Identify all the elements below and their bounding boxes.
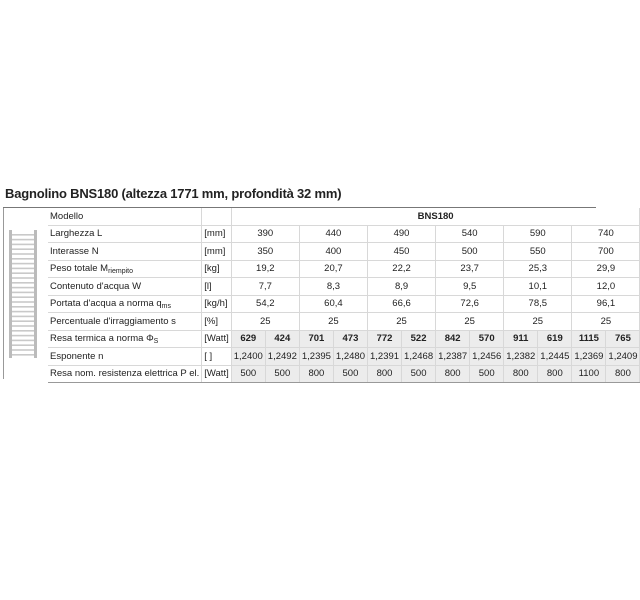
- row-label-text: Esponente n: [50, 350, 104, 362]
- row-label: [48, 330, 202, 348]
- value-cell: 700: [572, 243, 640, 261]
- unit-cell: [ ]: [202, 348, 231, 366]
- row-label: [48, 365, 202, 383]
- value-cell: 25,3: [504, 260, 572, 278]
- value-cell: 800: [504, 365, 538, 383]
- value-cell: 1,2391: [367, 348, 401, 366]
- spec-table: [48, 208, 640, 383]
- value-cell: 800: [367, 365, 401, 383]
- row-label-text: Percentuale d'irraggiamento s: [50, 315, 176, 327]
- unit-cell: [Watt]: [202, 365, 231, 383]
- value-cell: 450: [367, 243, 435, 261]
- value-cell: 1,2400: [231, 348, 265, 366]
- value-cell: 25: [299, 313, 367, 331]
- table-row: [48, 295, 640, 313]
- unit-cell: [mm]: [202, 225, 231, 243]
- value-cell: 9,5: [436, 278, 504, 296]
- value-cell: 500: [402, 365, 436, 383]
- value-cell: 66,6: [367, 295, 435, 313]
- value-cell: 1,2369: [572, 348, 606, 366]
- value-cell: 25: [231, 313, 299, 331]
- value-cell: 1100: [572, 365, 606, 383]
- value-cell: 440: [299, 225, 367, 243]
- value-cell: 78,5: [504, 295, 572, 313]
- row-label: [48, 243, 202, 261]
- value-cell: 20,7: [299, 260, 367, 278]
- value-cell: 1,2480: [333, 348, 367, 366]
- value-cell: 54,2: [231, 295, 299, 313]
- value-cell: 500: [436, 243, 504, 261]
- value-cell: 540: [436, 225, 504, 243]
- table-row: [48, 330, 640, 348]
- unit-cell: [mm]: [202, 243, 231, 261]
- value-cell: 1,2445: [538, 348, 572, 366]
- value-cell: 25: [436, 313, 504, 331]
- value-cell: 12,0: [572, 278, 640, 296]
- value-cell: 25: [572, 313, 640, 331]
- row-label-text: Contenuto d'acqua W: [50, 280, 142, 292]
- row-label: [48, 313, 202, 331]
- value-cell: 400: [299, 243, 367, 261]
- value-cell: 390: [231, 225, 299, 243]
- model-name: BNS180: [231, 208, 640, 225]
- value-cell: 590: [504, 225, 572, 243]
- spec-sheet: [3, 207, 638, 380]
- row-label-text: Interasse N: [50, 245, 99, 257]
- unit-cell: [Watt]: [202, 330, 231, 348]
- value-cell: 842: [436, 330, 470, 348]
- unit-cell: [kg/h]: [202, 295, 231, 313]
- value-cell: 350: [231, 243, 299, 261]
- value-cell: 701: [299, 330, 333, 348]
- value-cell: 500: [470, 365, 504, 383]
- row-label-text: Resa nom. resistenza elettrica P el.: [50, 368, 200, 380]
- radiator-thumbnail: [3, 208, 43, 380]
- value-cell: 911: [504, 330, 538, 348]
- value-cell: 19,2: [231, 260, 299, 278]
- row-label-text: Resa termica a norma Φ: [50, 332, 154, 344]
- page-title: Bagnolino BNS180 (altezza 1771 mm, profondità 32 mm): [5, 186, 342, 201]
- row-label: [48, 295, 202, 313]
- value-cell: 765: [606, 330, 640, 348]
- value-cell: 800: [606, 365, 640, 383]
- row-label-subscript: riempito: [108, 267, 133, 275]
- value-cell: 1,2409: [606, 348, 640, 366]
- unit-cell: [202, 208, 231, 225]
- row-label: [48, 225, 202, 243]
- value-cell: 800: [299, 365, 333, 383]
- table-row: [48, 260, 640, 278]
- value-cell: 8,9: [367, 278, 435, 296]
- value-cell: 60,4: [299, 295, 367, 313]
- row-label-subscript: S: [153, 337, 159, 345]
- row-label: [48, 348, 202, 366]
- value-cell: 629: [231, 330, 265, 348]
- value-cell: 800: [538, 365, 572, 383]
- value-cell: 619: [538, 330, 572, 348]
- table-row: [48, 313, 640, 331]
- table-row: [48, 278, 640, 296]
- unit-cell: [l]: [202, 278, 231, 296]
- value-cell: 500: [231, 365, 265, 383]
- row-label-text: Portata d'acqua a norma q: [50, 297, 162, 309]
- row-label: [48, 278, 202, 296]
- value-cell: 29,9: [572, 260, 640, 278]
- table-row: [48, 348, 640, 366]
- value-cell: 23,7: [436, 260, 504, 278]
- table-row: [48, 225, 640, 243]
- value-cell: 1,2492: [265, 348, 299, 366]
- radiator-icon: [3, 208, 43, 380]
- row-label-subscript: ms: [161, 302, 172, 310]
- row-label-text: Larghezza L: [50, 228, 103, 240]
- value-cell: 800: [436, 365, 470, 383]
- value-cell: 1,2395: [299, 348, 333, 366]
- row-label-text: Peso totale M: [50, 262, 109, 274]
- value-cell: 10,1: [504, 278, 572, 296]
- value-cell: 740: [572, 225, 640, 243]
- value-cell: 570: [470, 330, 504, 348]
- value-cell: 7,7: [231, 278, 299, 296]
- value-cell: 1,2456: [470, 348, 504, 366]
- value-cell: 550: [504, 243, 572, 261]
- table-row: [48, 208, 640, 225]
- value-cell: 96,1: [572, 295, 640, 313]
- unit-cell: [%]: [202, 313, 231, 331]
- table-row: [48, 365, 640, 383]
- value-cell: 772: [367, 330, 401, 348]
- value-cell: 1,2468: [402, 348, 436, 366]
- value-cell: 72,6: [436, 295, 504, 313]
- value-cell: 25: [504, 313, 572, 331]
- value-cell: 522: [402, 330, 436, 348]
- value-cell: 8,3: [299, 278, 367, 296]
- value-cell: 490: [367, 225, 435, 243]
- table-row: [48, 243, 640, 261]
- value-cell: 500: [333, 365, 367, 383]
- value-cell: 1115: [572, 330, 606, 348]
- value-cell: 1,2382: [504, 348, 538, 366]
- model-label: Modello: [48, 208, 202, 225]
- value-cell: 22,2: [367, 260, 435, 278]
- value-cell: 424: [265, 330, 299, 348]
- value-cell: 473: [333, 330, 367, 348]
- value-cell: 1,2387: [436, 348, 470, 366]
- value-cell: 25: [367, 313, 435, 331]
- unit-cell: [kg]: [202, 260, 231, 278]
- row-label: [48, 260, 202, 278]
- value-cell: 500: [265, 365, 299, 383]
